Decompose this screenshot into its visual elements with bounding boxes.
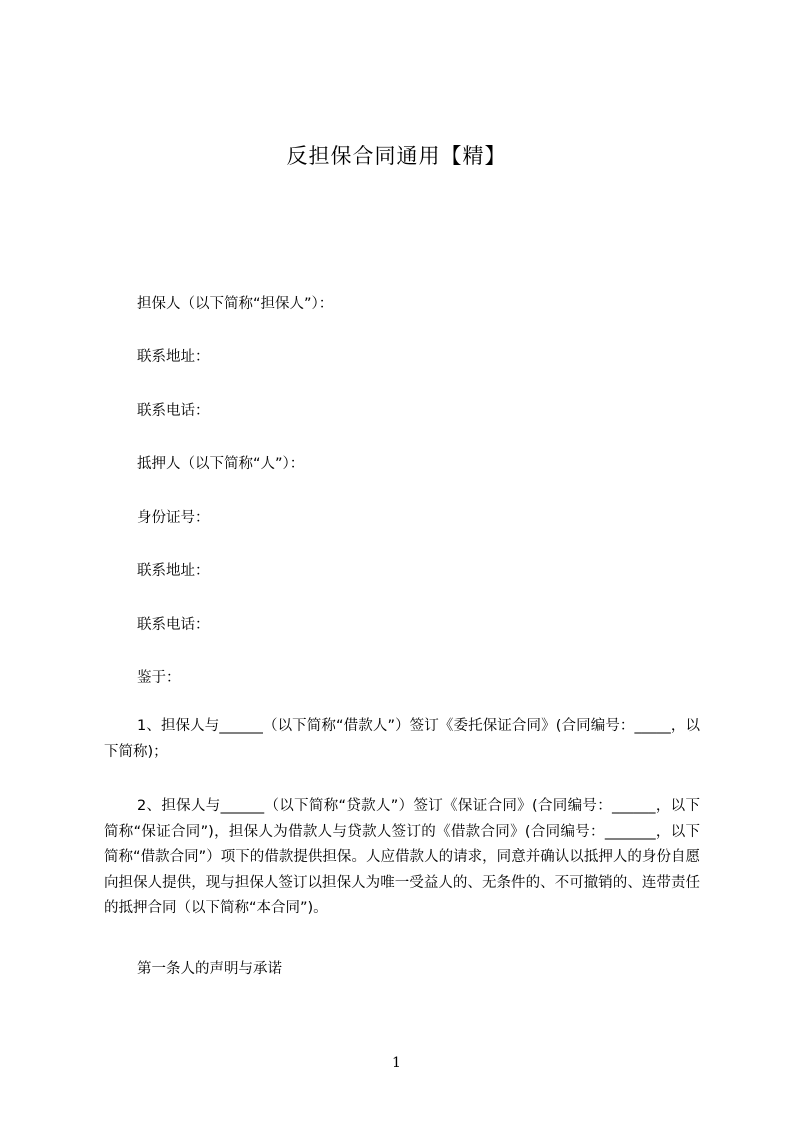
page-number: 1 [392,1055,401,1071]
guarantor-phone-field: 联系电话： [137,403,210,419]
guarantor-field: 担保人（以下简称“担保人”）： [137,296,334,312]
whereas-label: 鉴于： [137,670,181,686]
mortgagor-address-field: 联系地址： [137,563,210,579]
guarantor-address-field: 联系地址： [137,349,210,365]
section-heading: 第一条人的声明与承诺 [137,961,282,977]
id-number-field: 身份证号： [137,510,210,526]
mortgagor-field: 抵押人（以下简称“人”）： [137,456,305,472]
mortgagor-phone-field: 联系电话： [137,617,210,633]
document-title: 反担保合同通用【精】 [286,144,507,168]
clause-paragraph-2: 2、担保人与______（以下简称“贷款人”）签订《保证合同》(合同编号：______，以下简称“保证合同”)，担保人为借款人与贷款人签订的《借款合同》(合同编号：_______，以下简称“借款合同”）项下的借款提供担保。人应借款人的请求，同意并确认以抵押人的身份自愿向担保人提供，现与担保人签订以担保人为唯一受益人的、无条件的、不可撤销的、连带责任的抵押合同（以下简称“本合同”)。 [104,798,700,916]
clause-paragraph-1: 1、担保人与______（以下简称“借款人”）签订《委托保证合同》(合同编号：_____，以下简称)； [104,718,700,760]
